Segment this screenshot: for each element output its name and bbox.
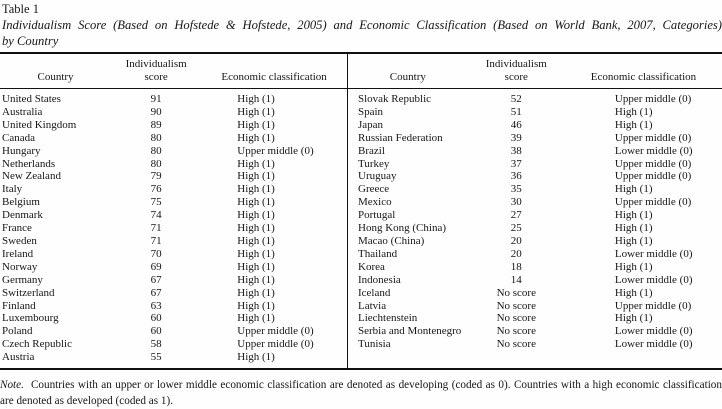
country-cell: Indonesia [358,273,401,286]
table-row [0,351,347,368]
country-cell: Netherlands [2,157,56,170]
individualism-score-column-header: Individualism score [468,54,565,89]
score-cell: 75 [150,196,162,209]
country-column-header: Country [348,54,468,89]
table-row [348,158,722,171]
country-cell: Korea [358,260,385,273]
score-cell: 36 [510,170,522,183]
country-cell: Slovak Republic [358,93,432,105]
country-cell: United Kingdom [2,118,77,131]
classification-cell: High (1) [614,209,653,222]
table-row [348,119,722,132]
score-cell: 63 [150,299,162,312]
table-row [0,119,347,132]
score-cell: 20 [510,247,522,260]
classification-cell: High (1) [237,157,275,170]
table-row [0,248,347,261]
table-row [0,287,347,300]
country-cell: Sweden [2,234,37,247]
score-cell: No score [496,312,536,325]
score-cell: 67 [150,286,162,299]
table-row [0,209,347,222]
score-cell: 25 [510,222,522,235]
classification-cell: High (1) [614,105,653,118]
score-cell: 39 [510,131,522,144]
note-label: Note. [0,379,24,392]
table-row [0,170,347,183]
classification-cell: Lower middle (0) [614,247,693,260]
score-cell: No score [496,325,536,338]
country-cell: Turkey [358,157,390,170]
country-cell: Macao (China) [358,234,425,247]
country-cell: United States [2,93,61,105]
country-cell: Luxembourg [2,312,59,325]
classification-cell: High (1) [237,247,275,260]
score-cell: 20 [510,234,522,247]
table-row [0,89,347,106]
country-cell: Russian Federation [358,131,443,144]
table-row [348,235,722,248]
score-cell: 14 [510,273,522,286]
classification-cell: Upper middle (0) [237,144,314,157]
score-cell: 18 [510,260,522,273]
classification-cell: High (1) [237,118,275,131]
country-cell: Latvia [358,299,387,312]
classification-cell: Lower middle (0) [614,273,693,286]
country-cell: Liechtenstein [358,312,418,325]
table-row [0,300,347,313]
table-row [348,274,722,287]
country-cell: Serbia and Montenegro [358,325,462,338]
country-cell: Czech Republic [2,338,72,351]
table-row [348,196,722,209]
score-cell: 90 [150,105,162,118]
classification-cell: Upper middle (0) [614,157,692,170]
score-cell: 80 [150,131,162,144]
score-cell: 69 [150,260,162,273]
country-cell: Australia [2,105,43,118]
table-row [348,248,722,261]
country-cell: Denmark [2,209,43,222]
country-cell: Norway [2,260,38,273]
score-cell: 58 [150,338,162,351]
table-row [348,132,722,145]
classification-cell: Upper middle (0) [237,338,314,351]
classification-cell: Upper middle (0) [614,170,692,183]
table-row [348,89,722,106]
table-row [348,287,722,300]
score-cell: 91 [150,93,162,105]
table-row [0,325,347,338]
classification-cell: High (1) [237,209,275,222]
table-row [0,274,347,287]
classification-cell: High (1) [237,286,275,299]
classification-cell: High (1) [237,222,275,235]
classification-cell: High (1) [237,93,275,105]
economic-classification-column-header: Economic classification [201,54,347,89]
table-row [348,222,722,235]
score-cell: 37 [510,157,522,170]
classification-cell: Upper middle (0) [614,299,692,312]
table-row [348,261,722,274]
classification-cell: High (1) [614,286,653,299]
table-row [0,183,347,196]
country-cell: Tunisia [358,338,391,351]
classification-cell: High (1) [237,131,275,144]
header-row [0,54,347,89]
country-cell: Japan [358,118,384,131]
score-cell: No score [496,299,536,312]
classification-cell: High (1) [614,118,653,131]
table-caption-line2: by Country [2,34,59,48]
country-cell: Ireland [2,247,34,260]
country-cell: Hong Kong (China) [358,222,446,235]
score-cell: No score [496,338,536,351]
score-cell: 52 [510,93,522,105]
score-cell: 55 [150,351,162,364]
score-cell: 30 [510,196,522,209]
country-cell: Finland [2,299,36,312]
table-row [0,222,347,235]
country-cell: Poland [2,325,33,338]
score-cell: 76 [150,183,162,196]
classification-cell: Upper middle (0) [614,131,692,144]
classification-cell: High (1) [614,222,653,235]
table-row [0,158,347,171]
table-left-panel [0,54,347,368]
table-row [0,196,347,209]
score-cell: 71 [150,222,162,235]
score-cell: 74 [150,209,162,222]
classification-cell: Upper middle (0) [237,325,314,338]
table-row [348,338,722,355]
country-cell: Thailand [358,247,398,260]
country-cell: Canada [2,131,35,144]
score-cell: 60 [150,312,162,325]
score-cell: 38 [510,144,522,157]
table-row [348,209,722,222]
country-cell: Uruguay [358,170,397,183]
table-row [348,312,722,325]
table-row [0,132,347,145]
classification-cell: Lower middle (0) [614,144,693,157]
classification-cell: High (1) [237,299,275,312]
table-row [348,300,722,313]
classification-cell: High (1) [614,234,653,247]
classification-cell: High (1) [237,170,275,183]
score-cell: 67 [150,273,162,286]
country-cell: Austria [2,351,35,364]
country-cell: Greece [358,183,390,196]
table-row [348,183,722,196]
country-cell: Iceland [358,286,391,299]
score-cell: 35 [510,183,522,196]
table-right-panel [347,54,722,368]
classification-cell: High (1) [237,234,275,247]
classification-cell: High (1) [237,260,275,273]
score-cell: 27 [510,209,522,222]
classification-cell: High (1) [237,351,275,364]
classification-cell: Lower middle (0) [614,325,693,338]
classification-cell: High (1) [237,312,275,325]
table-row [0,145,347,158]
table-row [0,106,347,119]
country-cell: Spain [358,105,384,118]
table-row [348,145,722,158]
country-cell: Brazil [358,144,385,157]
table-caption [0,17,722,49]
score-cell: 46 [510,118,522,131]
note-text: Countries with an upper or lower middle economic classification are denoted as developing (coded as 0). Countries with a high economic classification are denoted as developed (coded as 1). [0,379,722,407]
country-cell: Mexico [358,196,392,209]
country-table [0,52,722,370]
country-cell: New Zealand [2,170,61,183]
score-cell: 70 [150,247,162,260]
score-cell: 80 [150,157,162,170]
table-row [0,235,347,248]
table-row [0,261,347,274]
table-row [0,338,347,351]
classification-cell: High (1) [237,196,275,209]
table-label: Table 1 [2,2,39,16]
table-row [0,312,347,325]
classification-cell: Upper middle (0) [614,93,692,105]
classification-cell: High (1) [237,105,275,118]
country-cell: Belgium [2,196,40,209]
score-cell: No score [496,286,536,299]
score-cell: 89 [150,118,162,131]
classification-cell: High (1) [237,183,275,196]
classification-cell: Upper middle (0) [614,196,692,209]
table-row [348,325,722,338]
individualism-score-column-header: Individualism score [111,54,201,89]
header-row [348,54,722,89]
classification-cell: High (1) [614,183,653,196]
score-cell: 79 [150,170,162,183]
score-cell: 71 [150,234,162,247]
economic-classification-column-header: Economic classification [565,54,722,89]
country-cell: France [2,222,32,235]
country-cell: Germany [2,273,43,286]
classification-cell: High (1) [614,260,653,273]
score-cell: 51 [510,105,522,118]
classification-cell: Lower middle (0) [614,338,693,351]
table-row [348,170,722,183]
country-cell: Hungary [2,144,41,157]
country-cell: Italy [2,183,23,196]
table-row [348,106,722,119]
table-caption-line1: Individualism Score (Based on Hofstede & Hofstede, 2005) and Economic Classification (Based on World Bank, 2007, Categories) [2,18,722,32]
table-note [0,378,722,409]
country-cell: Switzerland [2,286,55,299]
country-column-header: Country [0,54,111,89]
classification-cell: High (1) [614,312,653,325]
score-cell: 60 [150,325,162,338]
classification-cell: High (1) [237,273,275,286]
country-cell: Portugal [358,209,396,222]
score-cell: 80 [150,144,162,157]
